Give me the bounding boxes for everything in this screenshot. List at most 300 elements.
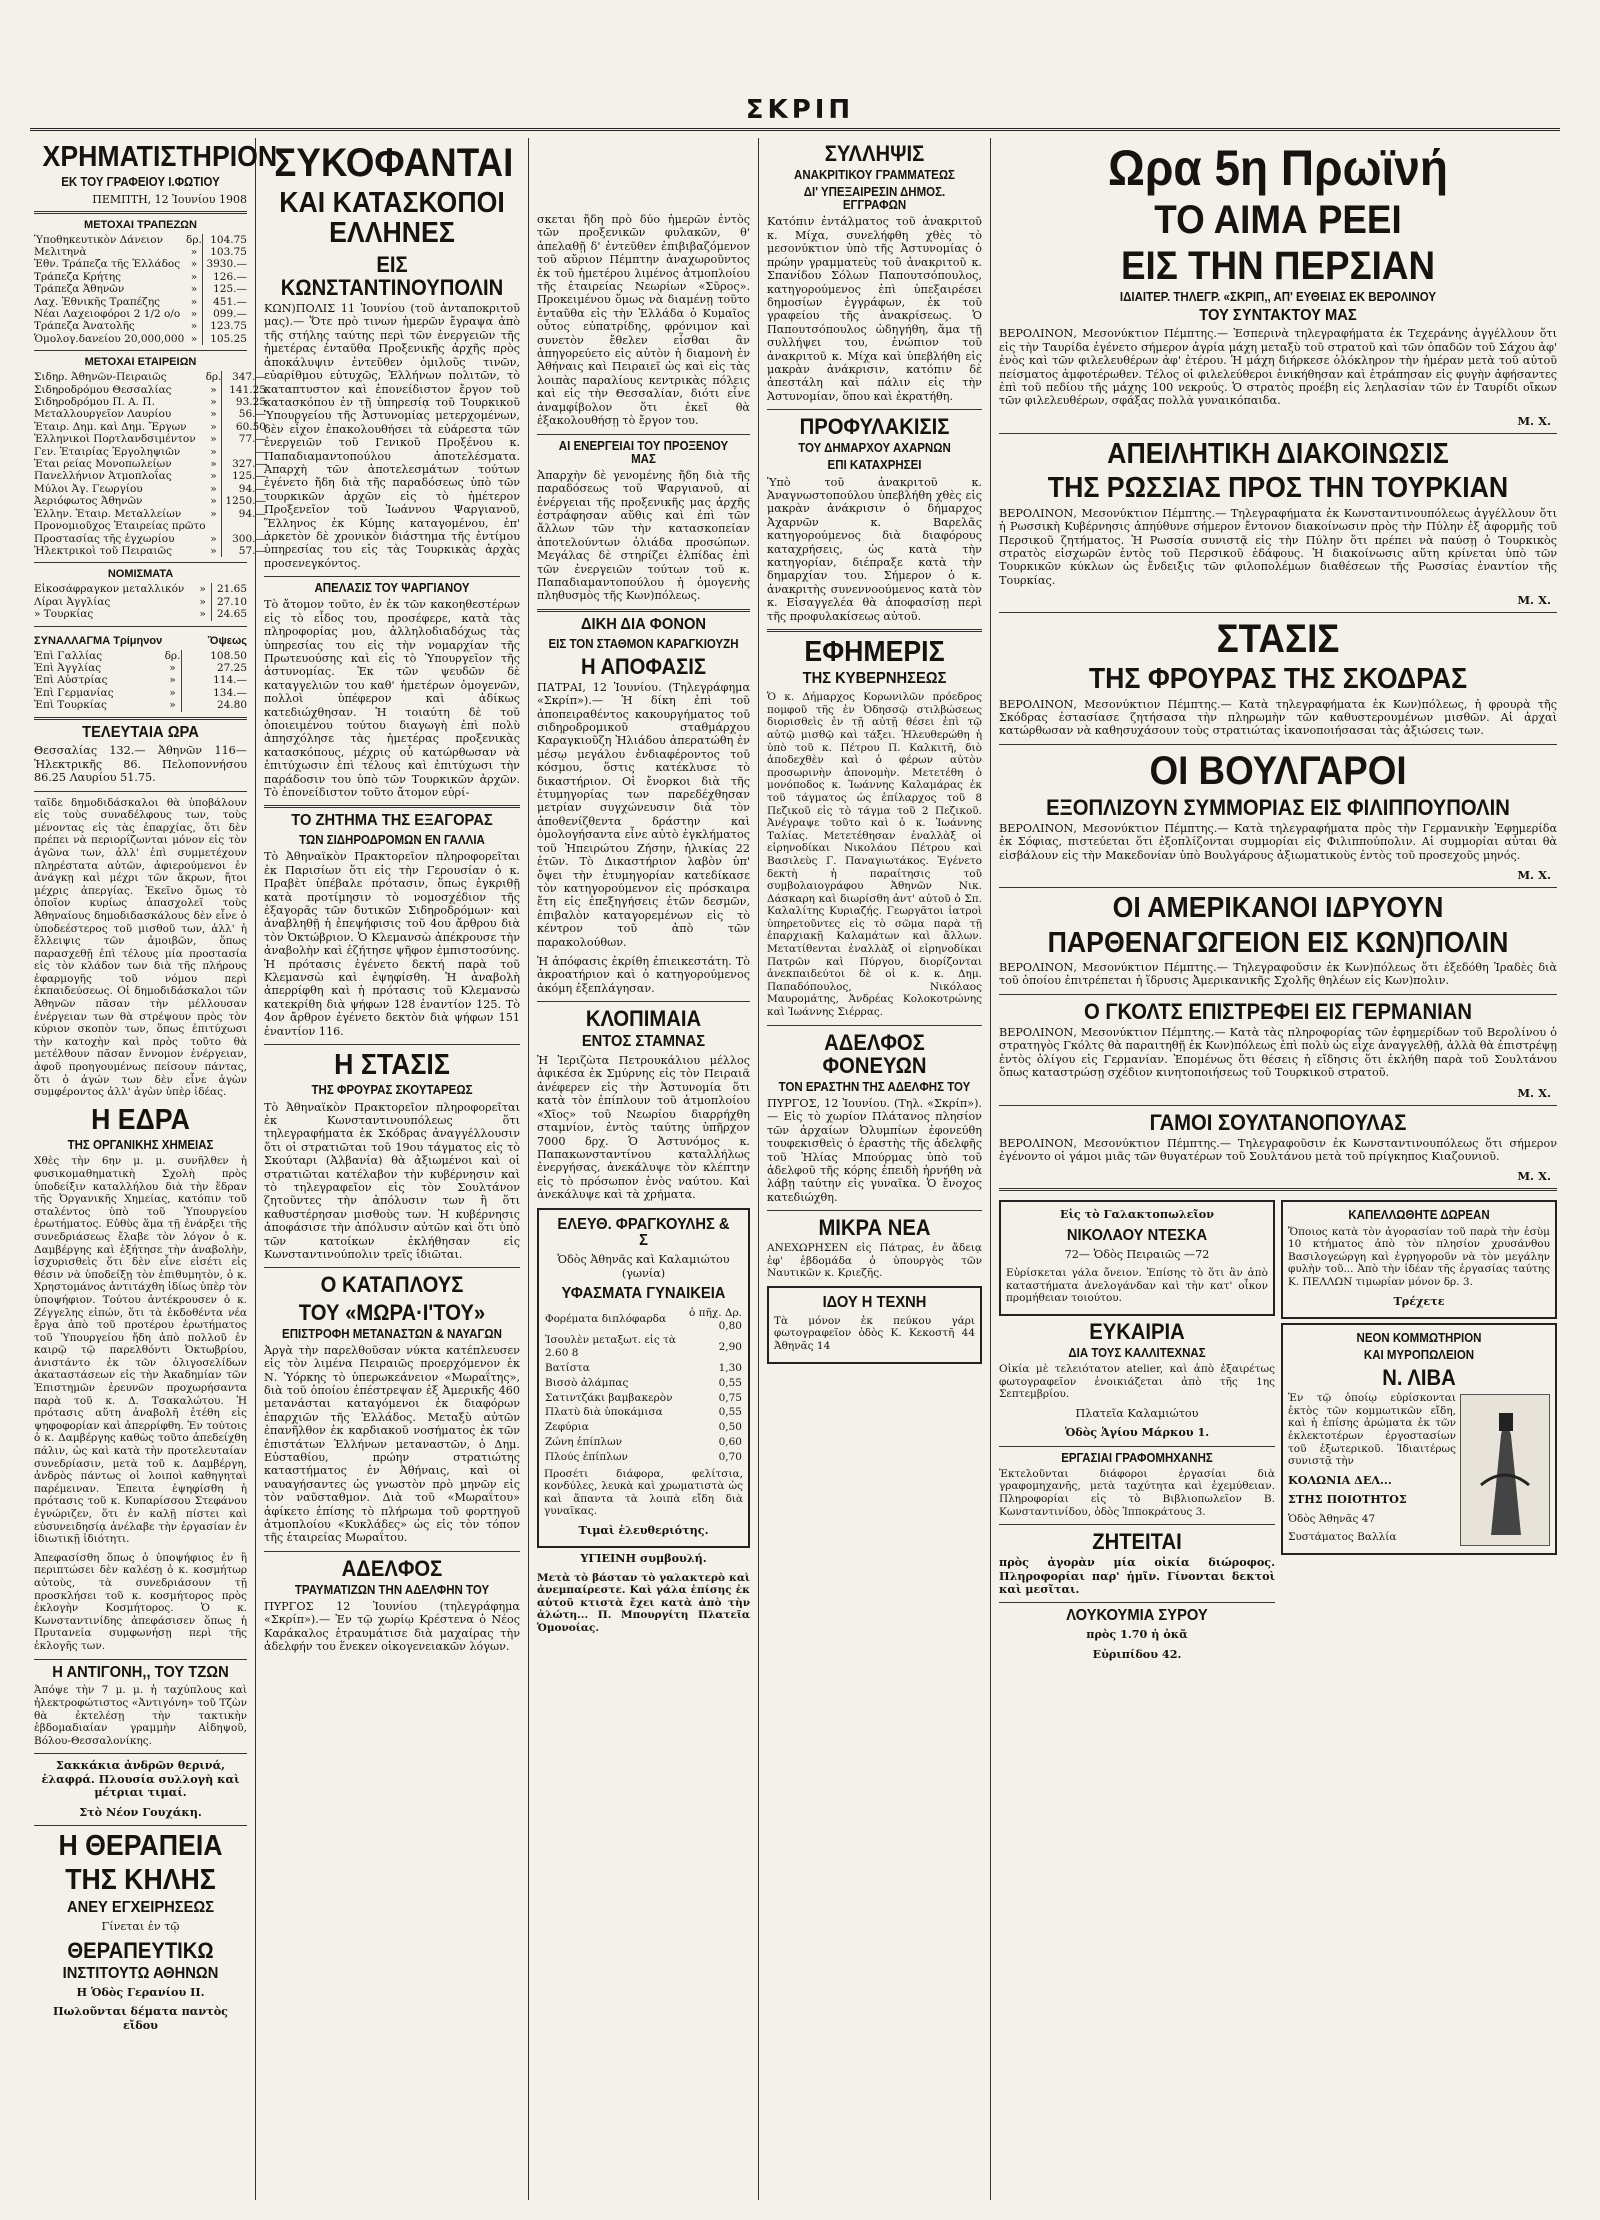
divider [999,612,1557,613]
threat-title: ΑΠΕΙΛΗΤΙΚΗ ΔΙΑΚΟΙΝΩΣΙΣ [1107,437,1449,470]
perfume-ad-address: Ὁδὸς Ἀθηνᾶς 47 [1288,1512,1376,1525]
price-value: 1,30 [718,1361,742,1374]
hour-title: Ωρα 5η Πρωϊνή [1108,140,1448,196]
hats-ad [1281,1200,1557,1319]
cell-value: 94.— [222,483,266,495]
divider [999,994,1557,995]
cell-unit: » [190,332,198,345]
revolt-article: ΒΕΡΟΛΙΝΟΝ, Μεσονύκτιον Πέμπτης.— Κατὰ τηλεγραφήματα ἐκ Κων)πόλεως, ἡ φρουρὰ τῆς Σκόδρας ἐστασίασε ζητήσασα τὴν πληρωμὴν τῶν καθυστερουμένων μισθῶν. Αἱ ἀρχαὶ κατώρθωσαν νὰ καθησυχάσουν τοὺς στρατιώτας ἱκανοποιήσασαι τὰς ἀξιώσεις των. [999,697,1557,738]
arrest-subtitle-2: ΔΙ' ΥΠΕΞΑΙΡΕΣΙΝ ΔΗΜΟΣ. ΕΓΓΡΑΦΩΝ [803,185,946,213]
cell-unit: » [190,320,198,333]
cell-name: Εἰκοσάφραγκον μεταλλικόν [34,583,185,596]
wedding-title: ΓΑΜΟΙ ΣΟΥΛΤΑΝΟΠΟΥΛΑΣ [1149,1109,1407,1135]
perfume-ad-text: Ἐν τῷ ὁποίῳ εὑρίσκονται ἐκτὸς τῶν κομμωτικῶν εἴδη, καὶ ἡ ἐπίσης ἀρώματα ἐκ τῶν ἐκλεκτοτέρων ἐργοστασίων τοῦ ἐξωτερικοῦ. Ἰδιαιτέρως συνιστᾷ τὴν [1288,1392,1456,1468]
theft-subtitle: ΕΝΤΟΣ ΣΤΑΜΝΑΣ [581,1033,706,1051]
price-item: Ζώνη ἐπίπλων [545,1435,623,1448]
cell-value: 3930.— [202,258,247,270]
perfume-bottle-illustration [1460,1394,1550,1546]
expel-article: Τὸ ἄτομον τοῦτο, ἐν ἐκ τῶν κακοηθεστέρων εἰς τὸ εἶδος του, προσέφερε, κατὰ τὰς πληροφορίας μου, ἀλληλοδιαδόχως τὰς ὑπηρεσίας του εἰς τὴν νομαρχίαν τῆς Πρωτευούσης καὶ εἰς τὸ Ὑπουργεῖον τῆς ἀστυνομίας. Ἐκ τῶν ψευδῶν δὲ καταγγελιῶν του καθ' ἡμετέρων ὁμογενῶν, πολλοὶ ὑπέφερον καὶ ἀδίκως κατεδιώχθησαν. Ἡ τοιαύτη δὲ τοῦ ὁποιειμένου τούτου διαγωγὴ ἐπὶ πολὺ ἀπησχόλησε τὰς ἡμετέρας προξενικὰς κατασκόπους, μέχρις οὗ κατώρθωσαν νὰ ἐπιτύχωσιν ἐπὶ τέλους καὶ ἐπιτύχωσι τὴν παράδοσιν του ὑπὸ τῶν Τουρκικῶν ἀρχῶν. Τὸ ἐπονείδιστον τοῦτο ἄτομον εὑρί- [264,598,520,799]
stasis-title: Η ΣΤΑΣΙΣ [334,1049,450,1082]
table-row [34,495,266,507]
cell-name: Ἑλλην. Ἐταιρ. Μεταλλείων [34,507,182,520]
divider [264,1267,520,1268]
expel-title: ΑΠΕΛΑΣΙΣ ΤΟΥ ΨΑΡΓΙΑΝΟΥ [314,581,470,596]
cell-value: 108.50 [181,650,247,662]
column-rule [528,138,529,2200]
news-title: ΜΙΚΡΑ ΝΕΑ [818,1215,931,1241]
divider [537,1001,750,1002]
cell-unit: » [210,482,217,495]
cell-value: 21.65 [211,583,247,595]
spacer [537,138,750,210]
table-row [34,483,266,495]
cell-unit: » [210,445,217,458]
divider [767,629,982,632]
bulgar-subtitle: ΕΞΟΠΛΙΖΟΥΝ ΣΥΜΜΟΡΙΑΣ ΕΙΣ ΦΙΛΙΠΠΟΥΠΟΛΙΝ [1046,794,1510,820]
cell-value: 114.— [181,674,247,686]
cell-value: 105.25 [202,333,247,345]
cell-unit: » [190,295,198,308]
price-row [544,1306,743,1334]
table-row [34,234,247,246]
cell-unit: » [190,308,198,320]
wanted-text: πρὸς ἀγορὰν μία οἰκία διώροφος. Πληροφορίαι παρ' ἡμῖν. Γίνονται δεκτοὶ καὶ μεσῖται. [999,1555,1275,1597]
price-value: ὁ πῆχ. Δρ. 0,80 [689,1306,742,1332]
price-value: 0,55 [718,1406,742,1419]
milk-ad-address: 72— Ὁδὸς Πειραιῶς —72 [1064,1247,1210,1261]
bank-shares-title: ΜΕΤΟΧΑΙ ΤΡΑΠΕΖΩΝ [84,218,197,231]
table-row [34,271,247,283]
cell-value: — [222,446,266,458]
cell-name: Σιδηροδρόμου Π. Α. Π. [34,396,155,409]
suits-ad: Σακκάκια ἀνδρῶν θερινά, ἐλαφρά. Πλουσία συλλογὴ καὶ μέτριαι τιμαί. [41,1758,240,1800]
cell-value: 93.25 [222,396,266,408]
antigone-article: Ἀπόψε τὴν 7 μ. μ. ἡ ταχύπλους καὶ ἠλεκτροφώτιστος «Ἀντιγόνη» τοῦ Τζὼν θὰ ἐκτελέσῃ τὴν τακτικὴν ἑβδομαδιαίαν γραμμὴν Αἰδηψοῦ, Βόλου-Θεσσαλονίκης. [34,1684,247,1747]
cell-name: Πανελλήνιον Ἀτμοπλοΐας [34,470,172,483]
price-item: Βισσὸ ἀλάμπας [545,1376,629,1389]
trial-article: ΠΑΤΡΑΙ, 12 Ἰουνίου. (Τηλεγράφημα «Σκρίπ»).— Ἡ δίκη ἐπὶ τοῦ ἀποπειραθέντος κακουργήματος τοῦ σιδηροδρομικοῦ σταθμάρχου Καραγκιοῦζη Ἠλιάδου ἀπερατώθη ἐν μέσῳ μεγάλου ἐνδιαφέροντος τοῦ κόσμου, ὅστις κατέκλυσε τὸ δικαστήριον. Οἱ ἔνορκοι διὰ τῆς ἐτυμηγορίας των παρεδέχθησαν μετρίαν συγχώνευσιν διὰ τὸν ἀποθενίζθεντα δράστην καὶ ὁμολογήσαντα εἶνε αὐτὸ ἐγκλήματος τοῦ Ἠπειρώτου Ζήσην, ἡλικίας 22 ἐτῶν. Τὸ Δικαστήριον λαβὸν ὑπ' ὄψει τὴν ἐτυμηγορίαν κατεδίκασε τὸν κατηγορούμενον εἰς πρόσκαιρα ἔτη εἰς ἐπεξηγήσεις ἐτῶν δεσμῶν, ἐπιβαλὸν καταγορεμένων εἰς τὸ κέντρον τοῦ ἀπὸ τῶν παρακολούθων. [537,680,750,949]
exchange-title: ΧΡΗΜΑΤΙΣΤΗΡΙΟΝ [42,141,278,173]
cell-name: Λαχ. Ἐθνικῆς Τραπέζης [34,295,161,308]
cell-value: 300.— [222,533,266,545]
chance-subtitle: ΔΙΑ ΤΟΥΣ ΚΑΛΛΙΤΕΧΝΑΣ [1068,1345,1206,1360]
perfume-ad-name: Ν. ΛΙΒΑ [1382,1365,1456,1391]
gazette-subtitle: ΤΗΣ ΚΥΒΕΡΝΗΣΕΩΣ [802,670,947,688]
cell-unit: » [210,507,217,520]
fabric-shop-ad [537,1208,750,1549]
cell-name: Σιδηρ. Ἀθηνῶν-Πειραιῶς [34,371,167,384]
blood-subtitle: ΕΙΣ ΤΗΝ ΠΕΡΣΙΑΝ [1120,243,1436,288]
price-item: Σατιντζάκι βαμβακερὸν [545,1391,673,1404]
cell-value: 134.— [181,687,247,699]
cell-name: Ἐπὶ Ἀγγλίας [34,661,102,674]
sugar-text: πρὸς 1.70 ἡ ὀκᾶ [1086,1627,1188,1642]
table-row [34,687,247,699]
signature: Μ. Χ. [1517,1169,1551,1184]
price-item: Ζεφύρια [545,1421,589,1434]
cell-name: Ἠλεκτρικοὶ τοῦ Πειραιῶς [34,544,172,557]
divider [999,744,1557,745]
therapy-subtitle-4: ΘΕΡΑΠΕΥΤΙΚΩ [67,1938,214,1964]
divider [34,350,247,351]
therapy-note: Πωλοῦνται δέματα παντὸς εἴδου [53,2004,228,2032]
price-item: Πλατὺ διὰ ὑποκάμισα [545,1406,663,1419]
blood-title: ΤΟ ΑΙΜΑ ΡΕΕΙ [1154,197,1402,242]
threat-article: ΒΕΡΟΛΙΝΟΝ, Μεσονύκτιον Πέμπτης.— Τηλεγραφήματα ἐκ Κωνσταντινουπόλεως ἀγγέλλουν ὅτι ἡ Ρωσσικὴ Κυβέρνησις ἀπηύθυνε σήμερον ἔντονον διακοίνωσιν πρὸς τὴν Πύλην ἐξ ἀφορμῆς τοῦ Περσικοῦ ζητήματος. Ἡ Ρωσσία συνιστᾷ εἰς τὴν Πύλην ὅτι πρέπει νὰ παύσῃ ὁ Τουρκικὸς στρατὸς εἰσχωρῶν ἐντὸς τοῦ Περσικοῦ ἐδάφους. Ἡ διακοίνωσις αὕτη κρίνεται ὑπὸ τῶν Τουρκικῶν κύκλων ὡς ἔνδειξις τῶν φιλοπολέμων διαθέσεων τῆς Ρωσσίας ἐναντίον τῆς Τουρκίας. [999,506,1557,587]
cell-name: Ἐπὶ Αὐστρίας [34,674,108,687]
trial-title: ΔΙΚΗ ΔΙΑ ΦΟΝΟΝ [580,615,707,633]
fabric-price-list [544,1306,743,1465]
cell-unit: » [190,258,198,271]
bulgar-title: ΟΙ ΒΟΥΛΓΑΡΟΙ [1149,748,1407,793]
table-row [34,421,266,433]
divider [34,211,247,214]
divider [264,1044,520,1045]
cell-value: 24.65 [211,608,247,620]
table-row [34,608,247,620]
exchange-rate-header [34,632,247,650]
chance-text: Οἰκία μὲ τελειότατον atelier, καὶ ἀπὸ ἐξαιρέτως φωτογραφεῖον ἐνοικιάζεται ἀπὸ τῆς 1ης Σεπτεμβρίου. [999,1363,1275,1401]
table-row [34,308,247,320]
cell-unit: δρ. [186,233,202,246]
cell-name: Ὁμολογ.δανείου 20,000,000 [34,332,185,345]
cell-unit: δρ. [205,371,222,384]
cell-name: Γεν. Ἑταιρίας Ἐργοληψιῶν [34,445,181,458]
perfume-ad-text-2: ΚΟΛΩΝΙΑ ΔΕΛ... [1288,1472,1392,1487]
sycophants-title: ΣΥΚΟΦΑΝΤΑΙ [274,141,514,185]
cell-value: 125.— [222,470,266,482]
fabric-shop-address: Ὁδὸς Ἀθηνᾶς καὶ Καλαμιώτου (γωνία) [557,1253,730,1280]
price-value: 0,55 [718,1376,742,1389]
top-rule [30,128,1560,131]
coins-title: ΝΟΜΙΣΜΑΤΑ [107,568,174,581]
cell-unit: » [210,470,217,483]
milk-ad-text: Εὑρίσκεται γάλα ὄνειον. Ἐπίσης τὸ ὅτι ἂν ἀπὸ καταστήματα ἀνελογάνδαν καὶ τὴν κατ' οἶκον προμήθειαν τοιούτου. [1006,1267,1268,1305]
fabric-shop-note: Προσέτι διάφορα, φελίτσια, κονδύλες, λευκὰ καὶ χρωματιστὰ ὡς καὶ ἄπαντα τὰ λοιπὰ εἴδη διὰ γυναῖκας. [544,1467,743,1518]
teachers-article: ταῖδε δημοδιδάσκαλοι θὰ ὑποβάλουν εἰς τοὺς συναδέλφους των, τοὺς μένοντας εἰς τὰς ἐπαρχίας, ὅτι δὲν πρέπει νὰ περιορίζωνται μόνον εἰς τὸν ἀγῶνα των, ἀλλ' ἐπὶ συμμετέχουν πληρέστατα αὐτῶν, ἀφιερούμενοι ἐν ἀνάγκῃ καὶ μέχρι τῶν ἄκρων, ἤτοι μέχρις ἀπεργίας. Ἐκεῖνο ὅμως τὸ ὁποῖον κυρίως ἀπασχολεῖ τοὺς Ἀθηναίους δημοδιδασκάλους δὲν εἶνε ὁ ὑποδεέστερος τοῦ μισθοῦ των, ἀλλ' ἡ ἔλλειψις τῶν ἀμοιβῶν, ὅπως παρασχεθῇ ἐπὶ τέλους μία προστασία εἰς τὸν κλάδον των διὰ τῆς πλήρους ἐφαρμογῆς τοῦ νόμου περὶ ἐκπαιδεύσεως. Οἱ δημοδιδάσκαλοι τῶν Ἀθηνῶν πᾶσαν τὴν μέλλουσαν ἐνέργειαν των θὰ στρέψουν πρὸς τὸν κύριον σκοπὸν των, ὅπως ἐπιτύχωσι τὴν κατοχὴν καὶ πρὸς τοῦτο θὰ μετέλθουν πᾶσαν ἔννομον ἐνέργειαν, ἀφοῦ προηγουμένως πείσουν πάντας, ὅτι ὁ ἀγών των δὲν εἶνε ἀγὼν συμφέροντος ἀλλ' ἀγὼν ὑπὲρ ἰδέας. [34,796,247,1099]
cell-unit: » [190,270,198,283]
cell-name: Προνομιοῦχος Ἑταιρείας πρῶτο [34,520,206,533]
cell-value: 327.— [222,458,266,470]
cell-name: Νέαι Λαχειοφόροι 2 1/2 ο/ο [34,308,181,320]
theft-article: Ἡ Ἰεριζὼτα Πετρουκάλιου μέλλος ἀφικέσα ἐκ Σμύρνης εἰς τὸν Πειραιᾶ ἀνέφερεν εἰς τὴν Ἀστυνομία ὅτι κατὰ τὸν ἐπίπλουν τοῦ ἀτμοπλοίου «Χῖος» τοῦ Νεωρίου διαρρήχθη σταμνίον, ἐντὸς ταύτης ὑπῆρχον 7000 δρχ. Ὁ Ἀστυνόμος κ. Παπακωνσταντίνου καταλλήλως ἐνεργήσας, ἀνεκάλυψε τὸν κλέπτην εἰς τὸ πρόσωπον ἑνὸς ναύτου. Καὶ ἀνεκάλυψε καὶ τὰ χρήματα. [537,1054,750,1202]
cell-name: » Τουρκίας [34,608,94,621]
wedding-article: ΒΕΡΟΛΙΝΟΝ, Μεσονύκτιον Πέμπτης.— Τηλεγραφοῦσιν ἐκ Κωνσταντινουπόλεως ὅτι σήμερον ἐγένοντο οἱ γάμοι μιᾶς τῶν θυγατέρων τοῦ Σουλτάνου μετὰ τοῦ πρίγκηπος Κιαζουνιοῦ. [999,1136,1557,1164]
cell-unit: » [169,686,176,699]
table-row [34,583,247,595]
divider [999,1188,1557,1191]
table-row [34,674,247,686]
fabric-shop-title: ΕΛΕΥΘ. ΦΡΑΓΚΟΥΛΗΣ & Σ [557,1215,730,1250]
exchange-rate-title: ΣΥΝΑΛΛΑΓΜΑ Τρίμηνον [34,634,163,647]
divider [34,1825,247,1826]
column-rule [990,138,991,2200]
railway-article: Τὸ Ἀθηναϊκὸν Πρακτορεῖον πληροφορεῖται ἐκ Παρισίων ὅτι εἰς τὴν Γερουσίαν ὁ κ. Πραβὲτ ὑπέβαλε πρότασιν, ὅπως ἐγκριθῇ κατὰ προτίμησιν τὸ νομοσχέδιον τῆς ἐξαγορᾶς τῶν δυτικῶν Σιδηροδρόμων· καὶ ἀναβληθῇ ἡ ἐπεψήφισις τοῦ 4ου ἄρθρου διὰ τὸν Ὀκτώβριον. Ὁ Κλεμανσὼ ἀπέκρουσε τὴν ἀναβολὴν καὶ ἐζήτησε ψῆφον ἐμπιστοσύνης. Ἡ πρότασις ἐγένετο δεκτή παρὰ τοῦ Κλεμανσὼ καὶ ἐψηφίσθη. Ἡ ἀναβολὴ ἀπερρίφθη καὶ ἡ πρότασις τοῦ Κλεμανσὼ κατεκρίθη διὰ ψήφων 128 ἐναντίον 125. Τὸ 4ον ἄρθρον ἐγένετο δεκτὸν διὰ ψήφων 151 ἐναντίον 116. [264,850,520,1038]
sycophants-title-2: ΚΑΙ ΚΑΤΑΣΚΟΠΟΙ ΕΛΛΗΝΕΣ [279,187,505,250]
fabric-shop-slogan: Τιμαὶ ἐλευθεριότης. [578,1522,709,1537]
cell-unit: » [210,544,217,557]
cell-unit: » [169,674,176,687]
arrest-title: ΣΥΛΛΗΨΙΣ [824,141,925,166]
hats-ad-name: Τρέχετε [1393,1293,1445,1308]
cell-unit: » [210,532,217,545]
wanted-title: ΖΗΤΕΙΤΑΙ [1092,1529,1182,1555]
cell-value: 103.75 [202,246,247,258]
cell-name: Λίραι Ἀγγλίας [34,595,111,608]
cell-unit: » [210,420,217,433]
price-item: Ἰσουλὲν μεταξωτ. εἰς τὰ 2.60 8 [545,1334,677,1360]
cell-name: Τράπεζα Κρήτης [34,270,122,283]
blood-article: ΒΕΡΟΛΙΝΟΝ, Μεσονύκτιον Πέμπτης.— Ἑσπερινὰ τηλεγραφήματα ἐκ Τεχεράνης ἀγγέλλουν ὅτι εἰς τὴν Ταυρίδα ἐγένετο σήμερον ἀγρία μάχη μεταξὺ τοῦ στρατοῦ καὶ τῶν ὀπαδῶν τοῦ Σάχου ἀφ' ἑνὸς καὶ τῶν φιλελευθέρων ἀφ' ἑτέρου. Ἡ μάχη διήρκεσε ὁλόκληρον τὴν ἡμέραν μετὰ τοῦ αὐτοῦ πείσματος ἀμφοτέρωθεν. Τέλος οἱ φιλελεύθεροι ἐνικήθησαν καὶ ἐτράπησαν εἰς φυγὴν ἀφήσαντες ἐπὶ τοῦ πεδίου τῆς μάχης 100 νεκρούς. Ὁ στρατὸς προέβη εἰς λεηλασίαν τῶν ἐν Ταυρίδι οἴκων τῶν φιλελευθέρων, σφάξας πολλὰ γυναικόπαιδα. [999,327,1557,408]
cell-unit: » [210,396,217,409]
table-row [34,662,247,674]
divider [767,409,982,410]
signature: Μ. Χ. [1517,593,1551,608]
hygiene-title: ΥΓΙΕΙΝΗ συμβουλή. [580,1551,707,1566]
price-value: 0,70 [718,1450,742,1463]
divider [537,609,750,612]
perfume-ad-address-2: Συστάματος Βαλλία [1288,1531,1397,1544]
cell-name: Τράπεζα Ἀνατολῆς [34,320,135,333]
verdict-title: Η ΑΠΟΦΑΣΙΣ [580,653,707,679]
table-row [34,384,266,396]
cell-name: Ἑται ρείας Μονοπωλείων [34,458,172,471]
american-subtitle: ΠΑΡΘΕΝΑΓΩΓΕΙΟΝ ΕΙΣ ΚΩΝ)ΠΟΛΙΝ [1047,926,1509,959]
price-value: 0,60 [718,1435,742,1448]
cell-unit: » [199,595,206,608]
last-hour-title: ΤΕΛΕΥΤΑΙΑ ΩΡΑ [82,723,199,741]
sycophants-article-continued: σκεται ἤδη πρὸ δύο ἡμερῶν ἐντὸς τῶν προξενικῶν φυλακῶν, θ' ἀπελαθῇ δ' ἐντεῦθεν ἐπιβιβαζόμενον τοῦ αὔριον Πέμπτην ἀναχωροῦντος ἐκ τοῦ ἡμετέρου λιμένος ἀτμοπλοίου τῆς ἑταιρείας Νεωρίων «Σῦρος». Προκειμένου ὅμως νὰ διαμένῃ τοῦτο ἐνταῦθα εἰς τὴν Ἑλλάδα ὁ Κυμαῖος οὗτος εὐπατρίδης, φρόνιμον καὶ συνετὸν ἔθελεν εἶσθαι ἂν ἀπηγορεύετο εἰς αὐτὸν ἡ διαμονὴ ἐν Ἀθήναις καὶ Πειραιεῖ ὡς καὶ εἰς τὰς λοιπὰς παραλίους κεντρικὰς πόλεις καὶ εἰς τὴν Θεσσαλίαν, διότι εἶνε ἀναμφίβολον ὅτι ἐκεῖ θὰ ἐξακολουθήσῃ τὸ ἔργον του. [537,213,750,428]
trial-subtitle: ΕΙΣ ΤΟΝ ΣΤΑΘΜΟΝ ΚΑΡΑΓΚΙΟΥΖΗ [548,636,739,651]
hats-ad-text: Ὅποιος κατὰ τὸν ἀγορασίαν τοῦ παρὰ τὴν ἐσὺμ 10 κτήματος ἀπὸ τὸν πλησίον χρυσάνθου Βασιλογεώργη καὶ ἐγρηγοροῦν νὰ τὸν μεγάλην φυλὴν τοῦ... Ἀπὸ τὴν ἱδέαν τῆς ἐργασίας ταύτης Κ. ΠΕΛΛΩΝ τιμωρίαν μόνον δρ. 3. [1288,1225,1550,1288]
cell-value: 141.25 [222,384,266,396]
table-row [34,446,266,458]
revolt-title: ΣΤΑΣΙΣ [1216,617,1340,662]
classified-left [999,1196,1275,1667]
last-hour-text: Θεσσαλίας 132.— Ἀθηνῶν 116— Ἠλεκτρικῆς 86. Πελοποννήσου 86.25 Λαυρίου 51.75. [34,744,247,785]
trial-article-2: Ἡ ἀπόφασις ἐκρίθη ἐπιεικεστάτη. Τὸ ἀκροατήριον καὶ ὁ κατηγορούμενος ἀκόμη ἐξεπλάγησαν. [537,954,750,995]
price-row [544,1405,743,1420]
gazette-article: Ὁ κ. Δήμαρχος Κορωνιλῶν πρόεδρος πομφοῦ τῆς ἐν Ὀδησσῷ στιλβώσεως διορισθεὶς ἐν τῇ αὐτῇ θέσει ἐπὶ τῷ αὐτῷ μισθῷ καὶ τάξει. Ἠλευθερώθη ἡ ὑπὸ τοῦ κ. Πέτρου Π. Καλκιτῆ, διὸ ἀποδεχθὲν καὶ ὁ φέρων αὐτὸν προσωρινὴν ἀπονομὴν. Μετετέθη ὁ μονόποδος κ. Ἰωάννης Καλαμάρας ἐκ τοῦ τάγματος ὡς ἐπίλαρχος τοῦ 8 Πεζικοῦ εἰς τὸ τάγμα τοῦ 2 Πεζικοῦ. Ἀνέγραψε τοῦτο καὶ ὁ κ. Ἰωάννης Ταλίας. Μετετέθησαν ἐναλλὰξ οἱ εἰρηνοδίκαι Νικολάου Πέτρου καὶ Βασιλεὺς Γ. Παναγιωτάκος. Ἐγένετο δεκτὴ ἡ παραίτησις τοῦ συμβολαιογράφου Ἀθηνῶν Νικ. Δάσκαρη καὶ διωρίσθη ἀντ' αὐτοῦ ὁ Σπ. Καλαλίτης Κυριαζής. Γεωργᾶτοι ἰατροὶ ὑπηρετοῦντες εἰς τὸ σῶμα παρὰ τῇ ἐπαρχιακῇ Καλαμάτων καὶ ἄλλων. Μετατίθενται ἐναλλὰξ οἱ εἰρηνοδίκαι Πατρῶν καὶ Πύργου, διορίζονται ἀνεκπαιδεύτοι δὲ οἱ κ. κ. Δημ. Παπαδόπουλος, Νικόλαος Μαυρομάτης, Ἀνδρέας Κολοκοτρώνης καὶ Ἰωάννης Σιέρρας. [767,691,982,1019]
sugar-address: Εὐριπίδου 42. [1092,1646,1182,1661]
custody-subtitle-2: ΕΠΙ ΚΑΤΑΧΡΗΣΕΙ [827,458,922,473]
exchange-rate-title-2: Ὄψεως [207,634,247,647]
art-ad [767,1286,982,1364]
table-row [34,520,266,532]
table-row [34,371,266,383]
cell-value: 77.— [222,433,266,445]
arrest-subtitle: ΑΝΑΚΡΙΤΙΚΟΥ ΓΡΑΜΜΑΤΕΩΣ [794,168,955,183]
cell-unit: » [210,383,217,396]
exchange-subtitle: ΕΚ ΤΟΥ ΓΡΑΦΕΙΟΥ Ι.ΦΩΤΙΟΥ [61,175,220,190]
price-item: Βατίστα [545,1361,590,1374]
custody-subtitle: ΤΟΥ ΔΗΜΑΡΧΟΥ ΑΧΑΡΝΩΝ [798,441,951,456]
goltz-title: Ο ΓΚΟΛΤΣ ΕΠΙΣΤΡΕΦΕΙ ΕΙΣ ΓΕΡΜΑΝΙΑΝ [1083,998,1472,1024]
classified-ads [999,1196,1557,1667]
milk-ad [999,1200,1275,1315]
bulgar-article: ΒΕΡΟΛΙΝΟΝ, Μεσονύκτιον Πέμπτης.— Κατὰ τηλεγραφήματα πρὸς τὴν Γερμανικὴν Ἐφημερίδα ἐκ Σόφιας, πιστεύεται ὅτι ἐξοπλίζονται συμμορίαι εἰς Φιλιππούπολιν. Αἱ συμμορίαι αὗται θὰ εἰσβάλουν εἰς τὴν Μακεδονίαν ὑπὸ Βουλγάρους ἀξιωματικοὺς ἐντὸς τοῦ προσεχοῦς μηνός. [999,821,1557,862]
cell-unit: » [210,495,217,508]
therapy-address: Η Ὁδὸς Γερανίου ΙΙ. [76,1984,205,1999]
cell-unit: » [169,699,176,712]
revolt-subtitle: ΤΗΣ ΦΡΟΥΡΑΣ ΤΗΣ ΣΚΟΔΡΑΣ [1088,663,1468,696]
price-row [544,1361,743,1376]
price-row [544,1450,743,1465]
divider [34,791,247,792]
hats-ad-title: ΚΑΠΕΛΛΩΘΗΤΕ ΔΩΡΕΑΝ [1348,1208,1490,1223]
typist-title: ΕΡΓΑΣΙΑΙ ΓΡΑΦΟΜΗΧΑΝΗΣ [1061,1450,1213,1465]
activity-title: ΑΙ ΕΝΕΡΓΕΙΑΙ ΤΟΥ ΠΡΟΞΕΝΟΥ ΜΑΣ [558,438,729,466]
perfume-ad [1281,1323,1557,1555]
cell-name: Ὑποθηκευτικὸν Δάνειον [34,233,163,246]
table-row [34,408,266,420]
threat-subtitle: ΤΗΣ ΡΩΣΣΙΑΣ ΠΡΟΣ ΤΗΝ ΤΟΥΡΚΙΑΝ [1047,472,1509,505]
table-row [34,545,266,557]
edra-article: Χθὲς τὴν 6ην μ. μ. συνῆλθεν ἡ φυσικομαθηματικὴ Σχολὴ πρὸς ὑποδείξιν καταλλήλου διὰ τὴν ἕδραν τῆς Ὀργανικῆς Χημείας, κατόπιν τοῦ σταλέντος ὑπὸ τοῦ Ὑπουργείου ἐρωτήματος. Εὐθὺς ἅμα τῇ ἐνάρξει τῆς συνεδριάσεως ἔλαβε τὸν λόγον ὁ κ. Δαμβέργης καὶ ἐξήτησε τὴν ἀναβολὴν, ἰσχυρισθεὶς ὅτι δὲν εἶνε εἰσέτι εἰς θέσιν νὰ ὑποδείξῃ τὸν ἐπιθυμητὸν, ὁ κ. Χρηστομάνος ἀντιτάχθη ἰδίως ὑπὲρ τὸν ὑποψήφιον. Τούτου ἀντέκρουσεν ὁ κ. Ζέγγελης εἰπών, ὅτι τὰ ἐκδοθέντα νέα ἔργα ἀπὸ τοῦ προτέρου ἐρωτήματος τοῦ Ὑπουργείου ἤδη ἀπὸ πολλοῦ ἐν καιρῷ τῷ παρελθόντι Ὀκτωβρίου, ἀνιστάντο ἐκ τῶν ὀλιγοσελίδων ἀκαταστάσεων εἰς τὴν Ἀκαδημίαν τῶν Ἐπιστημῶν ἐρευνῶν προχωρήσαντα παρὰ τοῦ κ. Δ. Τσακαλώτου. Ἡ πρότασις αὕτη ἀναβολῆ ἐτέθη εἰς ψηφοφορίαν καὶ ἀπερρίφθη. Ἐν τούτοις ὁ κ. Δαμβέργης καθὼς τοῦτο ἀπεδείχθη πάλιν, ὡς καὶ κατὰ τὴν προτελευταίαν συνεδρίασιν, μετὰ τοῦ κ. Δαμβέργη, ἀνδρὸς πάντως οἱ λοιποὶ καθηγηταὶ παρέμειναν. Ἐπειτα ἐψηφίσθη ἡ πρότασις τοῦ κ. Κυπαρίσσου Στεφάνου ἐγνώριζεν, ὅτι ἐν καλῇ πίστει καὶ εὐσυνειδησίᾳ ἀνέλαβε τὴν ἐργασίαν ἐν ἰδιωτικῇ ἰδιότητι. [34,1155,247,1546]
custody-title: ΠΡΟΦΥΛΑΚΙΣΙΣ [799,414,950,440]
brother-subtitle: ΤΡΑΥΜΑΤΙΖΩΝ ΤΗΝ ΑΔΕΛΦΗΝ ΤΟΥ [294,1582,490,1597]
column-2 [258,138,526,2210]
price-item: Φορέματα διπλόφαρδα [545,1313,667,1326]
table-row [34,333,247,345]
table-row [34,508,266,520]
masthead: ΣΚΡΙΠ [745,95,855,125]
price-value: 0,75 [718,1391,742,1404]
brother2-title: ΑΔΕΛΦΟΣ ΦΟΝΕΥΩΝ [822,1029,927,1078]
cell-name: Μύλοι Ἀγ. Γεωργίου [34,482,143,495]
blood-subtitle-2: ΙΔΙΑΙΤΕΡ. ΤΗΛΕΓΡ. «ΣΚΡΙΠ,, ΑΠ' ΕΥΘΕΙΑΣ ΕΚ ΒΕΡΟΛΙΝΟΥ [1119,289,1437,304]
brother-title: ΑΔΕΛΦΟΣ [341,1555,443,1581]
table-row [34,320,247,332]
cell-value: 125.— [202,283,247,295]
sycophants-title-3: ΕΙΣ ΚΩΝΣΤΑΝΤΙΝΟΥΠΟΛΙΝ [280,251,504,300]
therapy-subtitle-2: ΑΝΕΥ ΕΓΧΕΙΡΗΣΕΩΣ [66,1898,215,1916]
cell-name: Ἐπὶ Γερμανίας [34,686,114,699]
table-row [34,699,247,711]
arrival-subtitle: ΕΠΙΣΤΡΟΦΗ ΜΕΤΑΝΑΣΤΩΝ & ΝΑΥΑΓΩΝ [282,1326,502,1341]
custody-article: Ὑπὸ τοῦ ἀνακριτοῦ κ. Ἀναγνωστοπούλου ὑπεβλήθη χθὲς εἰς μακρὰν ἀνάκρισιν ὁ δήμαρχος Ἀχαρνῶν κ. Βαρελᾶς κατηγορούμενος διὰ διαφόρους καταχρήσεις, ὡς κατὰ τὴν κατηγορίαν, διέπραξε κατὰ τὴν δημαρχίαν του. Σήμερον ὁ κ. ἀνακριτὴς συνεννοούμενος κατὰ τὸν κ. Εἰσαγγελέα θὰ ἀποφασίσῃ περὶ τῆς προφυλακίσεως αὐτοῦ. [767,475,982,623]
cell-value: 27.25 [181,662,247,674]
therapy-subtitle-5: ΙΝΣΤΙΤΟΥΤΩ ΑΘΗΝΩΝ [62,1965,219,1983]
price-row [544,1376,743,1391]
railway-title: ΤΟ ΖΗΤΗΜΑ ΤΗΣ ΕΞΑΓΟΡΑΣ [291,812,493,830]
blood-subtitle-3: ΤΟΥ ΣΥΝΤΑΚΤΟΥ ΜΑΣ [1199,306,1357,324]
edra-subtitle: ΤΗΣ ΟΡΓΑΝΙΚΗΣ ΧΗΜΕΙΑΣ [67,1138,214,1153]
cell-value: 099.— [202,308,247,320]
news-article: ΑΝΕΧΩΡΗΣΕΝ εἰς Πάτρας, ἐν ἄδειᾳ ἐφ' ἑβδομάδα ὁ ὑπουργὸς τῶν Ναυτικῶν κ. Κριεζῆς. [767,1242,982,1280]
theft-title: ΚΛΟΠΙΜΑΙΑ [585,1006,702,1032]
fabric-shop-subtitle: ΥΦΑΣΜΑΤΑ ΓΥΝΑΙΚΕΙΑ [561,1284,726,1302]
company-shares-title: ΜΕΤΟΧΑΙ ΕΤΑΙΡΕΙΩΝ [84,356,197,369]
table-row [34,533,266,545]
table-row [34,296,247,308]
cell-unit: » [199,608,206,621]
cell-unit: » [169,661,176,674]
cell-value: 347.— [222,371,266,383]
divider [34,562,247,563]
cell-value: 126.— [202,271,247,283]
arrest-article: Κατόπιν ἐντάλματος τοῦ ἀνακριτοῦ κ. Μίχα, συνελήφθη χθὲς τὸ μεσονύκτιον ὑπὸ τῆς Ἀστυνομίας ὁ πρώην γραμματεὺς τοῦ ἀνακριτοῦ κ. Σπανίδου Σόλων Παπουτσόπουλος, κατηγορούμενος ἐπὶ ὑπεξαιρέσει δημοσίων ἐγγράφων, ἐκ τοῦ γραφείου τῆς ἀνακρίσεως. Ὁ Παπουτσόπουλος ὡδηγήθη, ἅμα τῇ συλλήψει του, ἐνώπιον τοῦ ἀνακριτοῦ κ. Μίχα καὶ ὑπεβλήθη εἰς μακρὰν ἀνάκρισιν, κατόπιν δὲ ἀπεστάλη καὶ πάλιν εἰς τὴν Ἀστυνομίαν, ὅπου καὶ ἐκρατήθη. [767,215,982,403]
cell-name: Μελιτηνὰ [34,245,87,258]
table-row [34,596,247,608]
table-row [34,470,266,482]
cell-unit [206,520,222,532]
cell-name: Ἐπὶ Τουρκίας [34,699,107,712]
divider [34,1753,247,1754]
milk-ad-name: ΝΙΚΟΛΑΟΥ ΝΤΕΣΚΑ [1066,1226,1208,1244]
exchange-rate-table [34,650,247,712]
price-value: 2,90 [718,1340,742,1353]
column-3 [531,138,756,2210]
goltz-article: ΒΕΡΟΛΙΝΟΝ, Μεσονύκτιον Πέμπτης.— Κατὰ τὰς πληροφορίας τῶν ἐφημερίδων τοῦ Βερολίνου ὁ στρατηγὸς Γκόλτς θὰ παραιτηθῇ ἐκ Κων)πόλεως ἐπὶ πολὺ ὡς εἶχε ἀναγγελθῇ, ἀλλὰ θὰ ἐπιστρέψῃ ἐντὸς ὀλίγου εἰς Γερμανίαν. Ἐπομένως ὅτι θέσεις ἡ εἴδησις ὅτι ἐκλήθη παρὰ τοῦ Σουλτάνου ὅπως καταστρώσῃ σχέδιον κινητοποιήσεως τοῦ Τουρκικοῦ στρατοῦ. [999,1025,1557,1080]
table-row [34,283,247,295]
price-row [544,1420,743,1435]
cell-name: Μεταλλουργεῖον Λαυρίου [34,408,172,421]
cell-unit: » [210,408,217,421]
divider [34,1659,247,1660]
chance-address: Πλατεῖα Καλαμιώτου [1075,1406,1199,1420]
table-row [34,246,247,258]
price-item: Πλούς ἐπίπλων [545,1450,628,1463]
cell-name: Ἑλληνικοὶ Πορτλανδσιμέντον [34,433,196,446]
brother2-article: ΠΥΡΓΟΣ, 12 Ἰουνίου. (Τηλ. «Σκρίπ»).— Εἰς τὸ χωρίον Πλάτανος πλησίον τῶν ἀρχαίων Ὀλυμπίων ἐφονεύθη τουφεκισθεὶς ὁ ἐραστὴς τῆς ἀδελφῆς τοῦ Ἠλίας Μπούρμας ὑπὸ τοῦ ἀδελφοῦ τῆς κόρης ἐπειδὴ ἠρνήθη νὰ λάβῃ ταύτην εἰς γυναῖκα. Ὁ ἔνοχος κατεδιώχθη. [767,1096,982,1204]
column-1 [28,138,278,2210]
stasis-subtitle: ΤΗΣ ΦΡΟΥΡΑΣ ΣΚΟΥΤΑΡΕΩΣ [311,1083,473,1098]
hygiene-ad: Μετὰ τὸ βάσταν τὸ γαλακτερὸ καὶ ἀνεμπαίρεστε. Καὶ γάλα ἐπίσης ἐκ αὐτοῦ κτιστὰ ἔχει κατὰ ἀπὸ τὴν ἁλώτη... Π. Μπουργίτη Πλατεῖα Ὁμονοίας. [537,1571,750,1635]
milk-ad-title: Εἰς τὸ Γαλακτοπωλεῖον [1059,1207,1215,1222]
signature: Μ. Χ. [1517,413,1551,428]
table-row [34,650,247,662]
cell-value: 57.— [222,545,266,557]
signature: Μ. Χ. [1517,1085,1551,1100]
table-row [34,396,266,408]
stasis-article: Τὸ Ἀθηναϊκὸν Πρακτορεῖον πληροφορεῖται ἐκ Κωνσταντινουπόλεως ὅτι τηλεγραφήματα ἐκ Σκόδρας ἀναγγέλλουσιν ὅτι οἱ στρατιῶται τοῦ 19ου τάγματος εἰς τὸ Σκούταρι (Ἀλβανία) θὰ ἀξιωμένοι καὶ οἱ στρατιῶται κατέλαβον τὴν κυβέρνησιν καὶ τὸ τηλεγραφεῖον εἰς τὸν Σουλτάνον ζητοῦντες τὴν ἀπόλυσιν των ἢ ὅτι καθυστέρησαν μισθοὺς των. Ἡ κυβέρνησις ἀποφάσισε τὴν ἀπόλυσιν αὐτῶν καὶ ὅτι ὑπὸ τῶν κατοίκων ἐκλήθησαν εἰς Κωνσταντινούπολιν τρεῖς ἰδιῶται. [264,1100,520,1262]
arrival-title-2: ΤΟΥ «ΜΩΡΑ·Ι'ΤΟΥ» [298,1299,486,1325]
divider [264,1551,520,1552]
therapy-subtitle-3: Γίνεται ἐν τῷ [101,1919,180,1933]
cell-value: 56.— [222,408,266,420]
american-title: ΟΙ ΑΜΕΡΙΚΑΝΟΙ ΙΔΡΥΟΥΝ [1112,892,1444,925]
company-shares-table [34,371,266,557]
divider [999,1105,1557,1106]
divider [999,1524,1275,1525]
brother-article: ΠΥΡΓΟΣ 12 Ἰουνίου (τηλεγράφημα «Σκρίπ»).— Ἐν τῷ χωρίῳ Κρέστενα ὁ Νέος Καράκαλος ἐτραυμάτισε διὰ μαχαίρας τὴν ἀδελφήν του ἕνεκεν οἰκογενειακῶν λόγων. [264,1600,520,1654]
divider [999,1446,1275,1447]
divider [767,1025,982,1026]
cell-unit: » [199,583,206,596]
sugar-title: ΛΟΥΚΟΥΜΙΑ ΣΥΡΟΥ [1066,1607,1208,1625]
activity-article: Ἀπαρχὴν δὲ γενομένης ἤδη διὰ τῆς παραδόσεως τοῦ Ψαργιανοῦ, αἱ ἐνέργειαι τῆς προξενικῆς μας ἀρχῆς ἐστράφησαν αὕθις καὶ ἐπὶ τῶν ἄλλων τῶν τὴν κατασκοπείαν ἀποτελούντων ὀλιάδα προσώπων. Μεγάλας δὲ στηρίζει ἐλπίδας ἐπὶ τῶν ἐνεργειῶν τούτων τοῦ κ. Παπαδιαμαντοπούλου ἡ ὁμογενὴς πληθυσμὸς τῆς Κων)πόλεως. [537,468,750,603]
cell-value: 1250.— [222,495,266,507]
railway-subtitle: ΤΩΝ ΣΙΔΗΡΟΔΡΟΜΩΝ ΕΝ ΓΑΛΛΙΑ [299,833,485,848]
edra-article-2: Ἀπεφασίσθη ὅπως ὁ ὑποψήφιος ἐν ἣ περιπτώσει δὲν καλέσῃ ὁ κ. κοσμήτωρ αὐτοὺς, τὰ συνεδριάσουν τῇ προσκλήσει τοῦ κ. κοσμήτορος πρὸς ἐκλογὴν Κοσμήτορος. Ὁ κ. Κωνσταντινίδης ἀπεφάσισεν ὅπως ἡ Πρυτανεία συμφωνήσῃ περὶ τῆς ἐκλογῆς των. [34,1551,247,1652]
cell-name: Ἐθν. Τράπεζα τῆς Ἑλλάδος [34,258,181,271]
typist-text: Ἐκτελοῦνται διάφοροι ἐργασίαι διὰ γραφομηχανῆς, μετὰ ταχύτητα καὶ ἐχεμύθειαν. Πληροφορίαι εἰς τὸ Βιβλιοπωλεῖον Β. Κωνσταντινίδου, ὁδὸς Ἱπποκράτους 3. [999,1467,1275,1518]
cell-value: 60.50 [222,421,266,433]
cell-unit: » [190,245,198,258]
cell-value: 123.75 [202,320,247,332]
therapy-subtitle: ΤΗΣ ΚΗΛΗΣ [65,1864,216,1897]
table-row [34,433,266,445]
art-ad-title: ΙΔΟΥ Η ΤΕΧΝΗ [822,1294,927,1312]
divider [264,576,520,577]
cell-name: Σιδηροδρόμου Θεσσαλίας [34,383,172,396]
cell-unit: δρ. [164,649,181,662]
exchange-date: ΠΕΜΠΤΗ, 12 Ἰουνίου 1908 [92,192,247,206]
price-row [544,1435,743,1450]
antigone-title: Η ΑΝΤΙΓΟΝΗ,, ΤΟΥ ΤΖΩΝ [52,1663,229,1681]
cell-name: Ἀεριόφωτος Ἀθηνῶν [34,495,143,508]
